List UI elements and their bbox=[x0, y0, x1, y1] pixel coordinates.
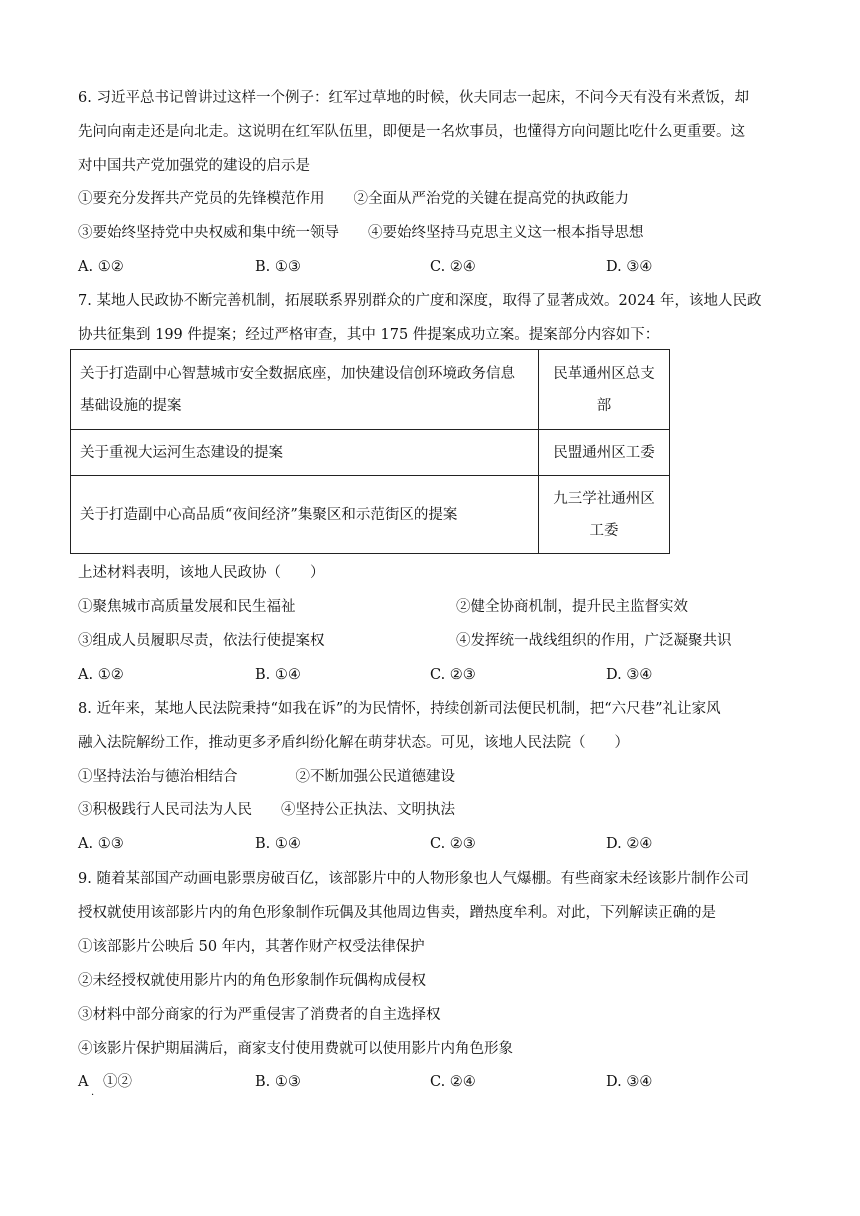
proposal-content-cell bbox=[71, 476, 539, 554]
q8-option-d: D. ②④ bbox=[606, 836, 653, 852]
q6-option-c: C. ②④ bbox=[430, 259, 476, 275]
q9-statement-2: ②未经授权就使用影片内的角色形象制作玩偶构成侵权 bbox=[78, 973, 426, 989]
proposal-content-line: 关于打造副中心智慧城市安全数据底座，加快建设信创环境政务信息 bbox=[80, 365, 515, 382]
stray-dot-mark: · bbox=[91, 1090, 95, 1101]
q6-stem-line-3: 对中国共产党加强党的建设的启示是 bbox=[78, 158, 310, 174]
q8-statement-line-2: ③积极践行人民司法为人民 ④坚持公正执法、文明执法 bbox=[78, 802, 455, 818]
q7-statement-1: ①聚焦城市高质量发展和民生福祉 bbox=[78, 599, 296, 615]
q6-option-b: B. ①③ bbox=[255, 259, 301, 275]
proposal-content-cell bbox=[71, 430, 539, 476]
q6-statement-line-2: ③要始终坚持党中央权威和集中统一领导 ④要始终坚持马克思主义这一根本指导思想 bbox=[78, 225, 644, 241]
table-row bbox=[71, 476, 670, 554]
q8-option-b: B. ①④ bbox=[255, 836, 301, 852]
q7-option-b: B. ①④ bbox=[255, 667, 301, 683]
proposal-org-cell bbox=[539, 476, 670, 554]
table-row bbox=[71, 430, 670, 476]
q7-option-d: D. ③④ bbox=[606, 667, 653, 683]
table-row bbox=[71, 350, 670, 430]
q6-option-d: D. ③④ bbox=[606, 259, 653, 275]
proposal-org-line: 九三学社通州区 bbox=[553, 490, 655, 507]
proposal-org-cell bbox=[539, 430, 670, 476]
q7-stem-line-2: 协共征集到 199 件提案；经过严格审查，其中 175 件提案成功立案。提案部分内容如下： bbox=[78, 327, 660, 343]
q9-option-a: A ①② bbox=[78, 1074, 132, 1090]
q9-option-c: C. ②④ bbox=[430, 1074, 476, 1090]
q7-stem-line-1: 7. 某地人民政协不断完善机制，拓展联系界别群众的广度和深度，取得了显著成效。2024 年，该地人民政 bbox=[78, 293, 762, 309]
q9-statement-3: ③材料中部分商家的行为严重侵害了消费者的自主选择权 bbox=[78, 1007, 441, 1023]
proposal-org-line: 部 bbox=[596, 397, 612, 414]
q9-statement-1: ①该部影片公映后 50 年内，其著作财产权受法律保护 bbox=[78, 939, 425, 955]
q7-question-line: 上述材料表明，该地人民政协（ ） bbox=[78, 565, 325, 581]
q7-option-c: C. ②③ bbox=[430, 667, 476, 683]
proposal-content-line: 关于打造副中心高品质“夜间经济”集聚区和示范街区的提案 bbox=[80, 506, 458, 523]
proposal-org-line: 民盟通州区工委 bbox=[553, 444, 655, 461]
proposal-org-line: 民革通州区总支 bbox=[553, 365, 655, 382]
proposal-org-cell bbox=[539, 350, 670, 430]
proposal-table bbox=[70, 349, 670, 554]
q9-option-b: B. ①③ bbox=[255, 1074, 301, 1090]
q8-stem-line-2: 融入法院解纷工作，推动更多矛盾纠纷化解在萌芽状态。可见，该地人民法院（ ） bbox=[78, 735, 629, 751]
q7-statement-3: ③组成人员履职尽责，依法行使提案权 bbox=[78, 633, 325, 649]
q8-option-a: A. ①③ bbox=[78, 836, 124, 852]
q7-option-a: A. ①② bbox=[78, 667, 124, 683]
q6-option-a: A. ①② bbox=[78, 259, 124, 275]
proposal-content-cell bbox=[71, 350, 539, 430]
q8-stem-line-1: 8. 近年来，某地人民法院秉持“如我在诉”的为民情怀，持续创新司法便民机制，把“六尺巷”礼让家风 bbox=[78, 701, 721, 717]
q9-stem-line-2: 授权就使用该部影片内的角色形象制作玩偶及其他周边售卖，蹭热度牟利。对此，下列解读正确的是 bbox=[78, 905, 716, 921]
q7-statement-4: ④发挥统一战线组织的作用，广泛凝聚共识 bbox=[456, 633, 732, 649]
proposal-content-line: 基础设施的提案 bbox=[80, 397, 182, 414]
q8-statement-line-1: ①坚持法治与德治相结合 ②不断加强公民道德建设 bbox=[78, 769, 455, 785]
q6-stem-line-1: 6. 习近平总书记曾讲过这样一个例子：红军过草地的时候，伙夫同志一起床，不问今天有没有米煮饭，却 bbox=[78, 90, 749, 106]
proposal-org-line: 工委 bbox=[589, 522, 619, 539]
q6-statement-line-1: ①要充分发挥共产党员的先锋模范作用 ②全面从严治党的关键在提高党的执政能力 bbox=[78, 191, 629, 207]
q9-statement-4: ④该影片保护期届满后，商家支付使用费就可以使用影片内角色形象 bbox=[78, 1041, 513, 1057]
proposal-content-line: 关于重视大运河生态建设的提案 bbox=[80, 444, 283, 461]
q7-statement-2: ②健全协商机制，提升民主监督实效 bbox=[456, 599, 688, 615]
q8-option-c: C. ②③ bbox=[430, 836, 476, 852]
q9-option-d: D. ③④ bbox=[606, 1074, 653, 1090]
q6-stem-line-2: 先问向南走还是向北走。这说明在红军队伍里，即便是一名炊事员，也懂得方向问题比吃什么更重要。这 bbox=[78, 124, 745, 140]
q9-stem-line-1: 9. 随着某部国产动画电影票房破百亿，该部影片中的人物形象也人气爆棚。有些商家未经该影片制作公司 bbox=[78, 871, 749, 887]
